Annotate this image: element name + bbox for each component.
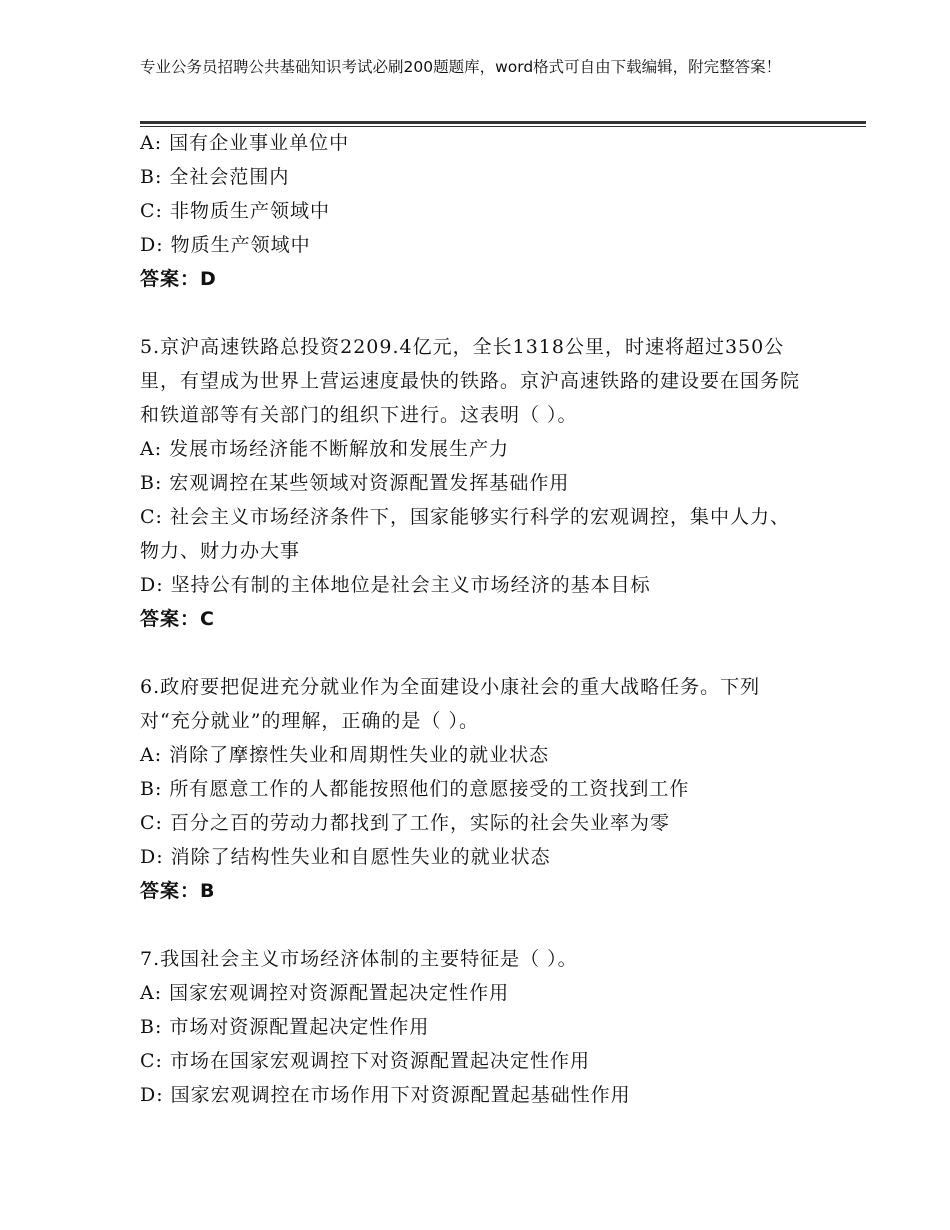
option-b: B: 宏观调控在某些领域对资源配置发挥基础作用 xyxy=(140,472,570,494)
question-text: 7.我国社会主义市场经济体制的主要特征是（ ）。 xyxy=(140,948,578,970)
option-c: C: 市场在国家宏观调控下对资源配置起决定性作用 xyxy=(140,1050,590,1072)
option-a: A: 国家宏观调控对资源配置起决定性作用 xyxy=(140,982,510,1004)
spacer xyxy=(140,296,820,330)
option-d: D: 国家宏观调控在市场作用下对资源配置起基础性作用 xyxy=(140,1084,631,1106)
question-text: 6.政府要把促进充分就业作为全面建设小康社会的重大战略任务。下列对“充分就业”的理解，正确的是（ ）。 xyxy=(140,676,761,732)
answer: 答案：B xyxy=(140,880,216,902)
answer: 答案：C xyxy=(140,608,215,630)
option-c: C: 社会主义市场经济条件下，国家能够实行科学的宏观调控，集中人力、物力、财力办大事 xyxy=(140,506,790,562)
document-header: 专业公务员招聘公共基础知识考试必刷200题题库，word格式可自由下载编辑，附完整答案！ xyxy=(140,58,782,76)
answer: 答案：D xyxy=(140,268,217,290)
question-block-5 xyxy=(140,330,820,636)
question-content xyxy=(140,126,820,1112)
option-c: C: 百分之百的劳动力都找到了工作，实际的社会失业率为零 xyxy=(140,812,670,834)
option-d: D: 物质生产领域中 xyxy=(140,234,311,256)
question-block-4 xyxy=(140,126,820,296)
header-rule-thick xyxy=(140,121,866,124)
option-a: A: 发展市场经济能不断解放和发展生产力 xyxy=(140,438,510,460)
option-a: A: 国有企业事业单位中 xyxy=(140,132,350,154)
spacer xyxy=(140,908,820,942)
question-text: 5.京沪高速铁路总投资2209.4亿元，全长1318公里，时速将超过350公里，有望成为世界上营运速度最快的铁路。京沪高速铁路的建设要在国务院和铁道部等有关部门的组织下进行。这表明（ ）。 xyxy=(140,336,801,426)
option-d: D: 坚持公有制的主体地位是社会主义市场经济的基本目标 xyxy=(140,574,651,596)
option-d: D: 消除了结构性失业和自愿性失业的就业状态 xyxy=(140,846,551,868)
option-a: A: 消除了摩擦性失业和周期性失业的就业状态 xyxy=(140,744,550,766)
option-b: B: 全社会范围内 xyxy=(140,166,290,188)
question-block-6 xyxy=(140,670,820,908)
spacer xyxy=(140,636,820,670)
option-b: B: 市场对资源配置起决定性作用 xyxy=(140,1016,430,1038)
option-c: C: 非物质生产领域中 xyxy=(140,200,330,222)
option-b: B: 所有愿意工作的人都能按照他们的意愿接受的工资找到工作 xyxy=(140,778,690,800)
question-block-7 xyxy=(140,942,820,1112)
